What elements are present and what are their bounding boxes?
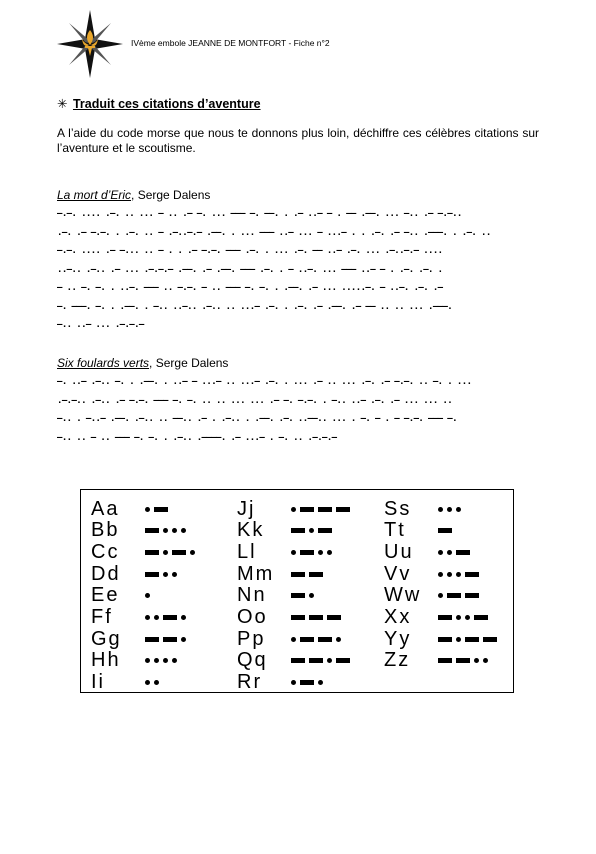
morse-letter: Jj bbox=[237, 497, 256, 520]
morse-letter: Aa bbox=[91, 497, 120, 520]
morse-dash bbox=[163, 637, 177, 642]
morse-citation-1 bbox=[57, 205, 541, 335]
morse-entry-j bbox=[237, 498, 354, 520]
morse-dash bbox=[300, 550, 314, 555]
morse-line: –. –––. –. . .––. . –.. ..–.. .–.. .. ...– .–. . .–. .– .––. .– –– .. .. ... .–––. bbox=[57, 301, 453, 312]
morse-dot bbox=[336, 637, 341, 642]
morse-line: –.–. .... .– –... .. – . . .– –.–. ––– .–. . ... .–. –– ..– .–. ... .–..–.– .... bbox=[57, 246, 443, 256]
morse-dash bbox=[145, 528, 159, 533]
morse-dot bbox=[181, 615, 186, 620]
morse-line: .–. .– –.–. . .–. .. – .–..–.– .––. . ... ––– ..– ... – ...– . . .–. .– –.. .–––. . .–. .. bbox=[57, 227, 491, 238]
morse-code-symbol bbox=[291, 528, 336, 533]
morse-dash bbox=[145, 550, 159, 555]
morse-dash bbox=[163, 615, 177, 620]
morse-dash bbox=[438, 637, 452, 642]
morse-dot bbox=[145, 680, 150, 685]
morse-dash bbox=[456, 550, 470, 555]
morse-code-symbol bbox=[291, 572, 327, 577]
morse-line: –.. .. – .. ––– –. –. . .–.. .––––. .– ...– . –. .. .–.–.– bbox=[57, 432, 337, 443]
morse-dot bbox=[309, 593, 314, 598]
morse-dash bbox=[291, 615, 305, 620]
morse-letter: Mm bbox=[237, 562, 275, 585]
morse-dot bbox=[447, 507, 452, 512]
morse-dash bbox=[291, 658, 305, 663]
morse-code-symbol bbox=[438, 550, 474, 555]
morse-dash bbox=[483, 637, 497, 642]
morse-dot bbox=[438, 550, 443, 555]
morse-entry-b bbox=[91, 520, 190, 542]
morse-dash bbox=[318, 528, 332, 533]
morse-entry-t bbox=[384, 520, 456, 542]
morse-letter: Yy bbox=[384, 627, 412, 650]
morse-letter: Ww bbox=[384, 584, 422, 607]
morse-letter: Dd bbox=[91, 562, 121, 585]
morse-code-symbol bbox=[145, 528, 190, 533]
morse-dot bbox=[447, 572, 452, 577]
morse-dot bbox=[145, 658, 150, 663]
morse-letter: Xx bbox=[384, 606, 412, 628]
morse-dot bbox=[145, 615, 150, 620]
morse-code-table bbox=[80, 489, 514, 693]
morse-letter: Ff bbox=[91, 606, 113, 628]
morse-entry-g bbox=[91, 628, 190, 650]
morse-dot bbox=[154, 680, 159, 685]
citation-work-2: Six foulards verts bbox=[57, 356, 150, 370]
morse-entry-a bbox=[91, 498, 172, 520]
morse-entry-c bbox=[91, 541, 199, 563]
morse-dash bbox=[154, 507, 168, 512]
morse-dash bbox=[438, 615, 452, 620]
morse-line: –.–. .... .–. .. ... – .. .– –. ... ––– –. ––. . .– ..– – . –– .––. ... –.. .– –.–.. bbox=[57, 209, 462, 219]
morse-code-symbol bbox=[291, 550, 336, 555]
morse-dash bbox=[474, 615, 488, 620]
morse-dash bbox=[465, 572, 479, 577]
morse-letter: Oo bbox=[237, 606, 268, 628]
morse-code-symbol bbox=[291, 637, 345, 642]
morse-code-symbol bbox=[291, 593, 318, 598]
morse-entry-n bbox=[237, 585, 318, 607]
morse-entry-x bbox=[384, 607, 492, 629]
morse-entry-i bbox=[91, 672, 163, 694]
morse-dash bbox=[145, 572, 159, 577]
morse-letter: Zz bbox=[384, 649, 411, 672]
morse-code-symbol bbox=[291, 615, 345, 620]
morse-entry-v bbox=[384, 563, 483, 585]
morse-entry-d bbox=[91, 563, 181, 585]
morse-entry-w bbox=[384, 585, 483, 607]
morse-letter: Gg bbox=[91, 627, 122, 650]
morse-dash bbox=[336, 507, 350, 512]
morse-dot bbox=[465, 615, 470, 620]
morse-letter: Cc bbox=[91, 540, 120, 563]
morse-letter: Vv bbox=[384, 562, 412, 585]
morse-letter: Hh bbox=[91, 649, 121, 672]
morse-dash bbox=[447, 593, 461, 598]
morse-letter: Rr bbox=[237, 671, 263, 694]
morse-code-symbol bbox=[438, 572, 483, 577]
morse-dot bbox=[456, 507, 461, 512]
morse-dash bbox=[438, 528, 452, 533]
morse-dash bbox=[309, 658, 323, 663]
morse-dot bbox=[172, 658, 177, 663]
morse-letter: Kk bbox=[237, 519, 265, 542]
morse-code-symbol bbox=[438, 593, 483, 598]
morse-dash bbox=[291, 528, 305, 533]
morse-dash bbox=[318, 507, 332, 512]
morse-letter: Tt bbox=[384, 519, 406, 542]
morse-code-symbol bbox=[438, 658, 492, 663]
morse-dot bbox=[163, 550, 168, 555]
morse-dot bbox=[291, 507, 296, 512]
morse-entry-y bbox=[384, 628, 501, 650]
morse-dash bbox=[300, 637, 314, 642]
morse-code-symbol bbox=[145, 593, 154, 598]
morse-entry-r bbox=[237, 672, 327, 694]
morse-code-symbol bbox=[145, 658, 181, 663]
morse-dot bbox=[456, 637, 461, 642]
morse-code-symbol bbox=[438, 637, 501, 642]
morse-dash bbox=[438, 658, 452, 663]
morse-dash bbox=[145, 637, 159, 642]
morse-dash bbox=[172, 550, 186, 555]
morse-letter: Qq bbox=[237, 649, 268, 672]
morse-dot bbox=[456, 572, 461, 577]
morse-dot bbox=[291, 680, 296, 685]
morse-dot bbox=[309, 528, 314, 533]
morse-dot bbox=[327, 550, 332, 555]
morse-code-symbol bbox=[145, 615, 190, 620]
morse-dot bbox=[163, 572, 168, 577]
morse-dash bbox=[465, 593, 479, 598]
morse-citation-2 bbox=[57, 373, 541, 447]
morse-dot bbox=[327, 658, 332, 663]
morse-dash bbox=[318, 637, 332, 642]
morse-line: –.. . –..– .––. .–.. .. ––.. .– . .–.. . .––. .–. ..––.. ... . –. – . – –.–. ––– –. bbox=[57, 414, 457, 424]
section-heading bbox=[57, 96, 261, 111]
morse-code-symbol bbox=[145, 507, 172, 512]
morse-letter: Ll bbox=[237, 540, 257, 563]
morse-dot bbox=[438, 572, 443, 577]
morse-entry-h bbox=[91, 650, 181, 672]
morse-dot bbox=[172, 572, 177, 577]
morse-letter: Uu bbox=[384, 540, 414, 563]
morse-entry-k bbox=[237, 520, 336, 542]
morse-dot bbox=[291, 637, 296, 642]
morse-entry-p bbox=[237, 628, 345, 650]
morse-letter: Nn bbox=[237, 584, 267, 607]
morse-letter: Bb bbox=[91, 519, 120, 542]
morse-dot bbox=[474, 658, 479, 663]
morse-letter: Ss bbox=[384, 497, 412, 520]
asterisk-icon: ✳ bbox=[57, 97, 68, 111]
morse-dot bbox=[181, 637, 186, 642]
morse-dot bbox=[318, 550, 323, 555]
morse-letter: Pp bbox=[237, 627, 266, 650]
morse-code-symbol bbox=[438, 615, 492, 620]
compass-rose-logo-icon bbox=[55, 8, 125, 80]
citation-work-1: La mort d’Eric bbox=[57, 188, 132, 202]
morse-dot bbox=[154, 658, 159, 663]
morse-entry-e bbox=[91, 585, 154, 607]
morse-letter: Ii bbox=[91, 671, 105, 694]
morse-dot bbox=[447, 550, 452, 555]
morse-code-symbol bbox=[145, 572, 181, 577]
morse-dash bbox=[456, 658, 470, 663]
morse-letter: Ee bbox=[91, 584, 120, 607]
morse-dash bbox=[309, 615, 323, 620]
morse-dash bbox=[291, 572, 305, 577]
morse-dot bbox=[190, 550, 195, 555]
morse-entry-u bbox=[384, 541, 474, 563]
morse-dash bbox=[300, 507, 314, 512]
morse-dash bbox=[465, 637, 479, 642]
morse-code-symbol bbox=[438, 528, 456, 533]
morse-entry-z bbox=[384, 650, 492, 672]
citation-title-1 bbox=[57, 188, 210, 202]
morse-line: .–.–.. .–.. .– –.–. ––– –. –. .. .. ... ... .– –. –.–. . –.. ..– .–. .– ... ... .. bbox=[57, 395, 453, 406]
morse-line: ..–.. .–.. .– ... .–.–.– .––. .– .––. ––– .–. . – ..–. ... ––– ..– – . .–. .–. . bbox=[57, 264, 443, 275]
morse-dot bbox=[456, 615, 461, 620]
morse-entry-f bbox=[91, 607, 190, 629]
morse-code-symbol bbox=[291, 658, 354, 663]
instructions-paragraph: A l’aide du code morse que nous te donnons plus loin, déchiffre ces célèbres citations sur l’aventure et le scoutisme. bbox=[57, 126, 539, 155]
citation-author-2: , Serge Dalens bbox=[149, 356, 229, 370]
morse-dot bbox=[145, 507, 150, 512]
morse-dot bbox=[163, 528, 168, 533]
morse-dash bbox=[291, 593, 305, 598]
morse-dot bbox=[145, 593, 150, 598]
morse-code-symbol bbox=[291, 680, 327, 685]
morse-dot bbox=[438, 593, 443, 598]
morse-code-symbol bbox=[291, 507, 354, 512]
morse-dot bbox=[181, 528, 186, 533]
morse-dash bbox=[336, 658, 350, 663]
morse-code-symbol bbox=[145, 637, 190, 642]
morse-dot bbox=[318, 680, 323, 685]
citation-title-2 bbox=[57, 356, 228, 370]
morse-entry-s bbox=[384, 498, 465, 520]
citation-author-1: , Serge Dalens bbox=[131, 188, 211, 202]
morse-entry-l bbox=[237, 541, 336, 563]
morse-line: – .. –. –. . ..–. ––– .. –.–. – .. ––– –. –. . .––. .– ... .....–. – ..–. .–. .– bbox=[57, 283, 443, 293]
morse-entry-m bbox=[237, 563, 327, 585]
morse-dash bbox=[327, 615, 341, 620]
header-text: IVème embole JEANNE DE MONTFORT - Fiche n°2 bbox=[131, 38, 330, 48]
morse-dot bbox=[154, 615, 159, 620]
morse-dot bbox=[438, 507, 443, 512]
morse-code-symbol bbox=[145, 550, 199, 555]
morse-dot bbox=[291, 550, 296, 555]
morse-dot bbox=[172, 528, 177, 533]
morse-entry-q bbox=[237, 650, 354, 672]
morse-code-symbol bbox=[438, 507, 465, 512]
morse-dash bbox=[300, 680, 314, 685]
morse-dash bbox=[309, 572, 323, 577]
morse-dot bbox=[163, 658, 168, 663]
morse-dot bbox=[483, 658, 488, 663]
morse-entry-o bbox=[237, 607, 345, 629]
section-heading-title: Traduit ces citations d’aventure bbox=[72, 97, 261, 111]
morse-line: –.. ..– ... .–.–.– bbox=[57, 320, 144, 330]
morse-code-symbol bbox=[145, 680, 163, 685]
morse-line: –. ..– .–.. –. . .––. . ..– – ...– .. ...– .–. . ... .– .. ... .–. .– –.–. .. –. . ... bbox=[57, 377, 472, 387]
